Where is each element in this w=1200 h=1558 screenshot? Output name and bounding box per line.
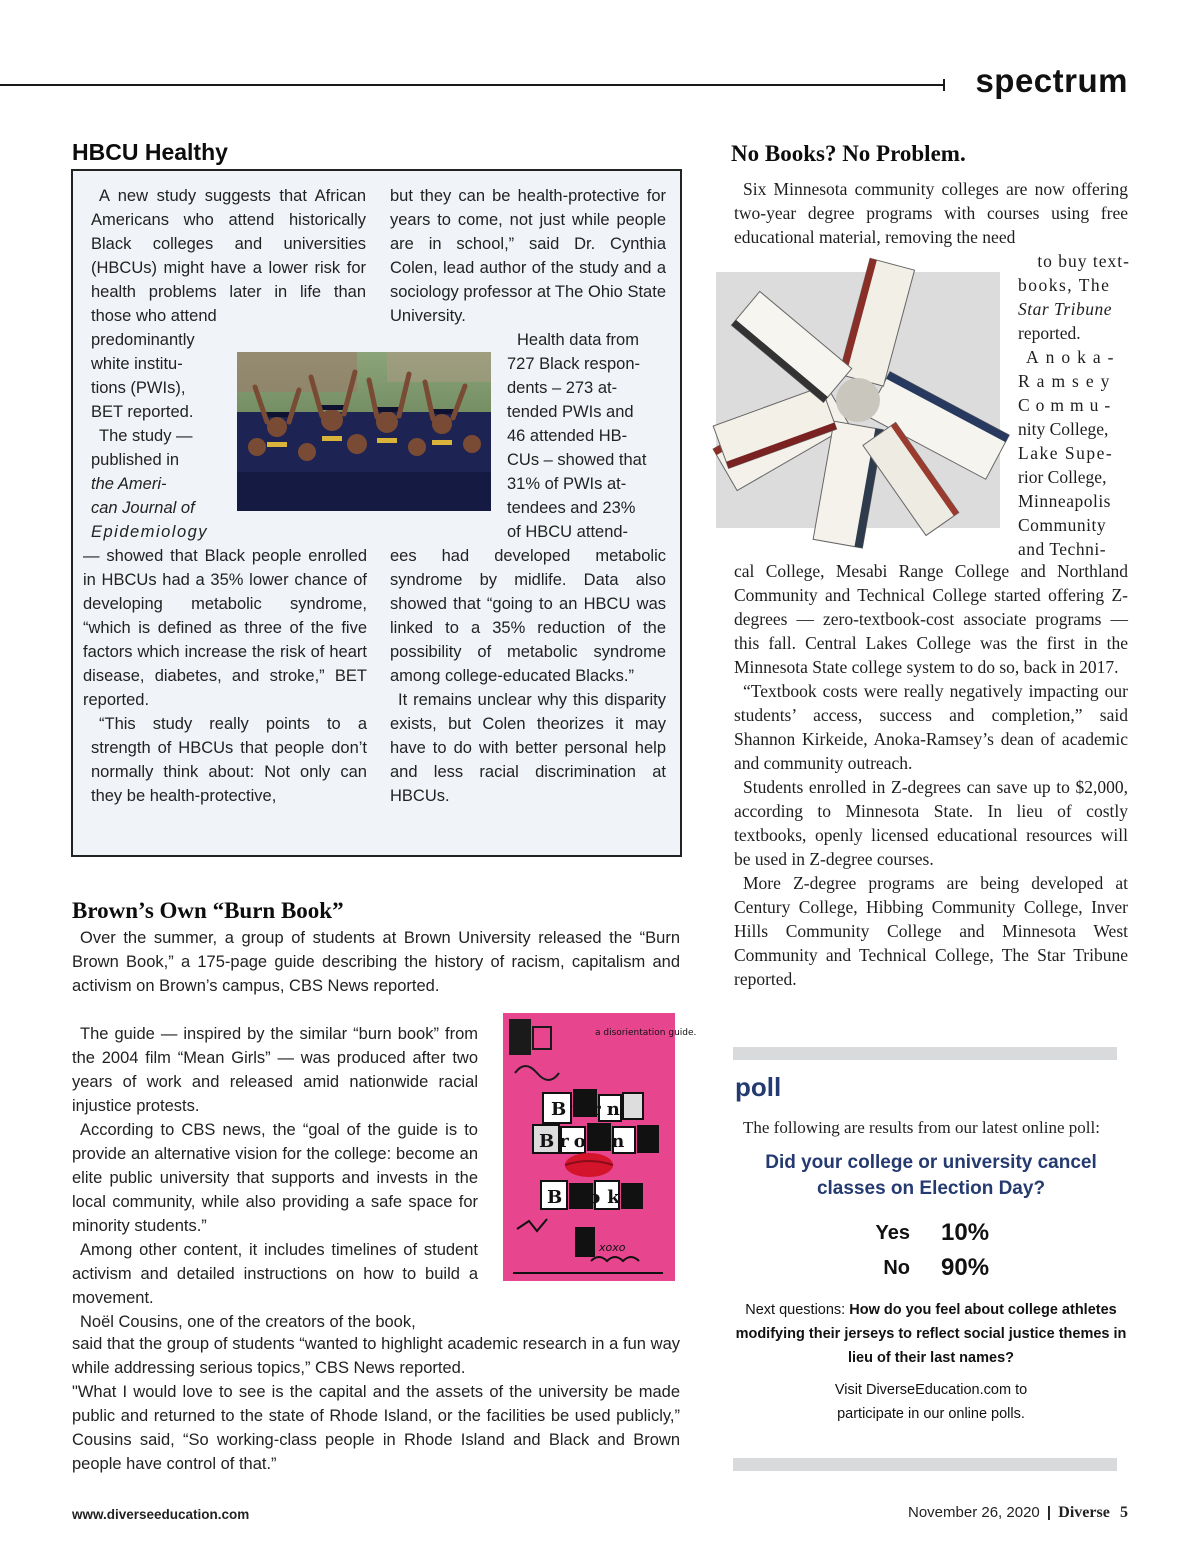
footer-separator: | <box>1046 1504 1052 1521</box>
graduation-photo <box>237 352 491 511</box>
poll-next-label: Next questions: <box>745 1302 846 1318</box>
poll-intro: The following are results from our latest online poll: <box>743 1118 1100 1137</box>
poll-visit-text: Visit DiverseEducation.com to participate in our online polls. <box>834 1382 1028 1422</box>
burn-book-cover <box>503 1013 697 1281</box>
burn-book-body-full: said that the group of students “wanted to highlight academic research in a fun way while addressing serious topics,” CBS News reported. "What I would love to see is the capital and the assets of the university be made public and returned to the state of Rhode Island, or the facilities be used publicly,” Cousins said, “So working-class people in Rhode Island and Black and Brown people have control of that.” <box>72 1335 680 1473</box>
poll-question: Did your college or university cancel classes on Election Day? <box>765 1152 1097 1199</box>
nobooks-headline: No Books? No Problem. <box>731 141 966 166</box>
footer-page-number: 5 <box>1120 1504 1128 1521</box>
poll-result-yes-pct: 10% <box>941 1219 990 1246</box>
hbcu-col1-top: A new study suggests that African Americans who attend historically Black colleges and universities (HBCUs) might have a lower risk for health problems later in life than those who attend <box>91 187 366 325</box>
hbcu-col1-bottom: — showed that Black people enrolled in HBCUs had a 35% lower chance of developing metabolic syndrome, “which is defined as three of the five factors which increase the risk of heart disease, diabetes, and stroke,” BET reported. “This study really points to a strength of HBCUs that people don’t normally think about: Not only can they be health-protective, <box>83 547 367 805</box>
books-photo <box>716 272 1000 528</box>
burn-book-lead: Over the summer, a group of students at Brown University released the “Burn Brown Book,” a 175-page guide describing the history of racism, capitalism and activism on Brown’s campus, CBS News reported. <box>72 929 680 995</box>
cover-title-brown: Brown <box>539 1131 630 1152</box>
hbcu-col2-wrap: Health data from 727 Black respon- dents – 273 at- tended PWIs and 46 attended HB- CUs – showed that 31% of PWIs at- tendees and 23% of HBCU attend- <box>507 331 647 541</box>
poll-next-question <box>733 1298 1129 1370</box>
nobooks-body: cal College, Mesabi Range College and Northland Community and Technical College started offering Z-degrees — zero-textbook-cost associate programs — this fall. Central Lakes College was the first in the Minnesota State college system to do so, back in 2017. “Textbook costs were really negatively impacting our students’ access, success and completion,” said Shannon Kirkeide, Anoka-Ramsey’s dean of academic and community outreach. Students enrolled in Z-degrees can save up to $2,000, according to Minnesota State. In lieu of costly textbooks, openly licensed educational resources will be used in Z-degree courses. More Z-degree programs are being developed at Century College, Hibbing Community College, Inver Hills Community College and Minnesota West Community and Technical College, The Star Tribune reported. <box>734 561 1128 989</box>
hbcu-headline: HBCU Healthy <box>72 139 228 165</box>
cover-title-burn: Burn <box>551 1099 626 1120</box>
poll-title: poll <box>735 1072 782 1102</box>
poll-result-yes-label: Yes <box>875 1222 910 1244</box>
header-rule-tick <box>943 79 945 91</box>
burn-book-headline: Brown’s Own “Burn Book” <box>72 898 344 923</box>
nobooks-wrap: to buy text- books, The Star Tribune reported. Anoka- Ramsey Commu- nity College, Lake Supe- rior College, Minneapolis Community and Techni- <box>1018 251 1130 559</box>
footer-magazine: Diverse <box>1058 1504 1110 1521</box>
cover-guide-text: a disorientation guide. <box>595 1028 697 1038</box>
poll-top-bar <box>733 1047 1117 1060</box>
footer-url: www.diverseeducation.com <box>72 1507 250 1522</box>
poll-result-no-label: No <box>883 1257 910 1279</box>
cover-xoxo: xoxo <box>599 1241 626 1254</box>
header-rule <box>0 84 945 86</box>
burn-book-body-wrap: The guide — inspired by the similar “burn book” from the 2004 film “Mean Girls” — was produced after two years of work and released amid nationwide racial injustice protests. According to CBS news, the “goal of the guide is to provide an alternative vision for the college: become an elite public university that supports and invests in the local community, while also providing a safe space for minority students.” Among other content, it includes timelines of student activism and detailed instructions on how to build a movement. Noël Cousins, one of the creators of the book, <box>72 1025 478 1331</box>
footer-date: November 26, 2020 <box>908 1504 1040 1521</box>
cover-title-book: Book <box>547 1187 627 1208</box>
poll-next-text: How do you feel about college athletes modifying their jerseys to reflect social justice themes in lieu of their last names? <box>735 1302 1127 1366</box>
section-title: spectrum <box>975 62 1128 99</box>
hbcu-col2-top: but they can be health-protective for years to come, not just while people are in school,” said Dr. Cynthia Colen, lead author of the study and a sociology professor at The Ohio State University. <box>390 187 666 325</box>
nobooks-lead: Six Minnesota community colleges are now offering two-year degree programs with courses using free educational material, removing the need <box>734 179 1128 247</box>
poll-bottom-bar <box>733 1458 1117 1471</box>
hbcu-col2-bottom: ees had developed metabolic syndrome by midlife. Data also showed that “going to an HBCU was linked to a 35% reduction of the possibility of metabolic syndrome among college-educated Blacks.” It remains unclear why this disparity exists, but Colen theorizes it may have to do with better personal help and less racial discrimination at HBCUs. <box>390 547 666 805</box>
footer-folio <box>908 1504 1128 1522</box>
poll-result-no-pct: 90% <box>941 1254 990 1281</box>
hbcu-col1-wrap: predominantly white institu- tions (PWIs), BET reported. The study — published in the Ameri- can Journal of Epidemiology <box>91 331 209 541</box>
